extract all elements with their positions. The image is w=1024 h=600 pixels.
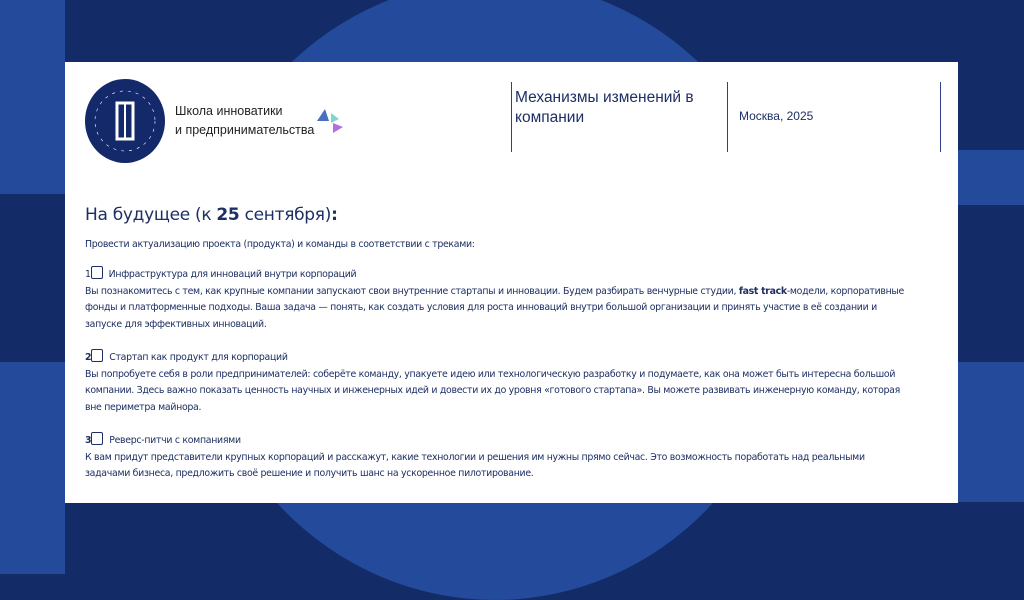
bg-right-band-lower xyxy=(958,362,1024,502)
bg-left-strip xyxy=(0,0,65,194)
track-3 xyxy=(85,432,905,483)
divider xyxy=(727,82,728,152)
track-text-part: Вы познакомитесь с тем, как крупные компании запускают свои внутренние стартапы и инновации. Будем разбирать венчурные студии, xyxy=(85,285,739,297)
track-text-part: -модели, корпоративные фонды и платформенные подходы. Ваша задача — понять, как создать условия для роста инноваций внутри большой организации и принять участие в её создании и запуске для эффективных инноваций. xyxy=(85,285,904,330)
track-number: 3 xyxy=(85,435,92,446)
heading-date: 25 xyxy=(216,205,240,225)
heading-text: сентября) xyxy=(239,205,332,225)
track-text: К вам придут представители крупных корпораций и расскажут, какие технологии и решения им нужны прямо сейчас. Это возможность поработать над реальными задачами бизнеса, предложить своё решение и получить шанс на ускоренное пилотирование. xyxy=(85,451,865,479)
track-text xyxy=(85,284,905,334)
track-text-bold: fast track xyxy=(738,285,787,297)
school-logo-icon xyxy=(315,107,345,142)
slide-card xyxy=(65,62,958,503)
track-text: Вы попробуете себя в роли предпринимателей: соберёте команду, упакуете идею или технологическую разработку и подумаете, как она может быть интересна большой компании. Здесь важно показать ценность научных и инженерных идей и довести их до уровня «готового стартапа». Вы можете развивать инженерную команду, которая вне периметра майнора. xyxy=(85,368,900,413)
track-title: Стартап как продукт для корпораций xyxy=(109,352,288,363)
school-name xyxy=(175,102,314,140)
heading-text: На будущее (к xyxy=(85,205,217,225)
school-line-2: и предпринимательства xyxy=(175,123,315,137)
school-line-1: Школа инноватики xyxy=(175,104,283,118)
divider xyxy=(940,82,941,152)
track-title: Реверс-питчи с компаниями xyxy=(109,435,241,446)
slide-content xyxy=(85,205,905,483)
heading-colon: : xyxy=(331,205,338,225)
track-2 xyxy=(85,349,905,416)
document-title: Механизмы изменений в компании xyxy=(515,89,694,126)
divider xyxy=(511,82,512,152)
track-number: 1 xyxy=(85,269,91,280)
section-heading xyxy=(85,205,905,225)
bg-left-strip-lower xyxy=(0,362,65,574)
checkbox-icon xyxy=(91,266,103,279)
checkbox-icon xyxy=(91,432,103,445)
checkbox-icon xyxy=(91,349,103,362)
track-number: 2 xyxy=(85,352,92,363)
hse-logo xyxy=(85,79,165,163)
city-year: Москва, 2025 xyxy=(739,109,814,123)
track-1 xyxy=(85,266,905,333)
intro-text: Провести актуализацию проекта (продукта) и команды в соответствии с треками: xyxy=(85,239,475,250)
track-title: Инфраструктура для инноваций внутри корпораций xyxy=(108,269,357,280)
bg-right-band xyxy=(958,150,1024,205)
